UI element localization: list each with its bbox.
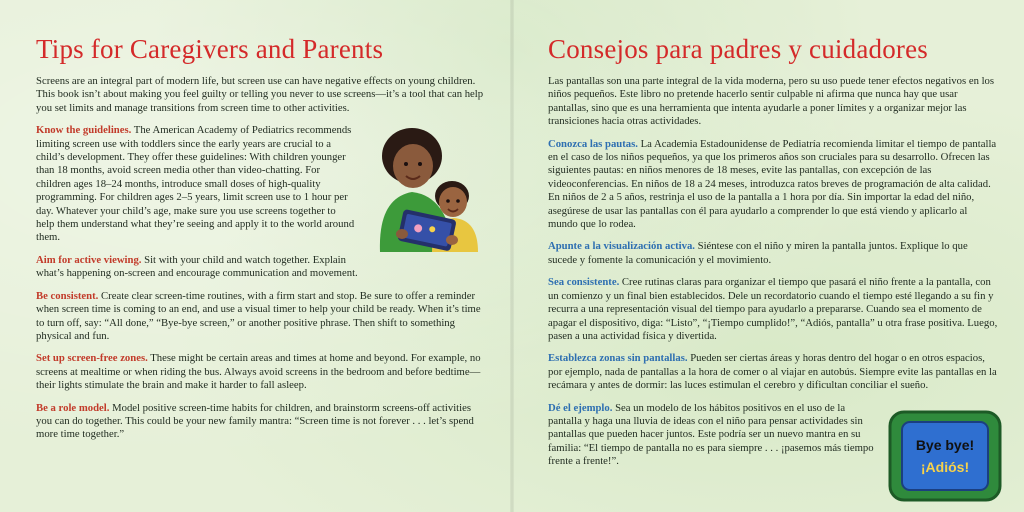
tv-text-adios: ¡Adiós! <box>920 458 970 475</box>
tip-know-guidelines-wrap <box>36 124 484 245</box>
tip-text: Pueden ser ciertas áreas y horas dentro del hogar o en otros espacios, por ejemplo, nada de pantallas a la hora de comer o al viajar en autobús. Siempre evite las pantallas en la recámara y antes de dormir: las luces estimulan el cerebro y dificultan conciliar el sueño. <box>548 352 997 392</box>
tip-text: Sea un modelo de los hábitos positivos en el uso de la pantalla y haga una lluvia de ideas con el niño para pensar actividades sin pantallas que pueden hacer juntos. Este podría ser un nuevo mantra en su familia: “El tiempo de pantalla no es para siempre . . . ¡pasemos más tiempo frente a frente!”. <box>548 401 874 468</box>
tip-lead: Know the guidelines. <box>36 124 132 137</box>
tip-screen-free-zones <box>36 352 484 392</box>
page-title-english: Tips for Caregivers and Parents <box>36 34 384 64</box>
adult-child-tablet-illustration <box>366 126 484 252</box>
tip-lead: Be a role model. <box>36 401 110 414</box>
tip-lead: Aim for active viewing. <box>36 253 142 266</box>
tip-role-model <box>36 402 484 442</box>
tip-de-ejemplo-wrap <box>548 401 998 475</box>
tip-text: The American Academy of Pediatrics recommends limiting screen use with toddlers since the early years are crucial to a child’s development. They offer these guidelines: With children younger than 18 months, avoid screen media other than video-chatting. For children ages 18–24 months, introduce small doses of high-quality programming. For children ages 2–5 years, limit screen use to 1 hour per day. Whatever your child’s age, make sure you use screens together to help them understand what they’re seeing and apply it to the world around them. <box>36 124 355 244</box>
page-title-spanish: Consejos para padres y cuidadores <box>548 34 928 64</box>
tip-text: These might be certain areas and times at home and beyond. For example, no screens at mealtime or when riding the bus. Always avoid screens in the bedroom and before bedtime—their lights stimulate the brain and make it harder to fall asleep. <box>36 352 481 392</box>
tv-bye-bye-illustration <box>886 408 1004 504</box>
tip-be-consistent <box>36 290 484 344</box>
tip-text: Sit with your child and watch together. Explain what’s happening on-screen and encourage communication and movement. <box>36 253 358 280</box>
tip-lead: Apunte a la visualización activa. <box>548 240 695 253</box>
tip-visualizacion-activa <box>548 240 998 267</box>
tip-lead: Be consistent. <box>36 289 99 302</box>
tip-lead: Sea consistente. <box>548 276 620 289</box>
tv-text-bye-bye: Bye bye! <box>915 436 975 453</box>
tip-lead: Conozca las pautas. <box>548 137 638 150</box>
tip-text: Model positive screen-time habits for children, and brainstorm screens-off activities you can do together. This could be your new family mantra: “Screen time is not forever . . . let’s spend more time together.” <box>36 401 474 441</box>
intro-paragraph: Screens are an integral part of modern life, but screen use can have negative effects on young children. This book isn’t about making you feel guilty or telling you never to use screens—it’s a tool that can help you set limits and manage transitions from screen time to other activities. <box>36 75 484 114</box>
tip-zonas-sin-pantallas <box>548 352 998 392</box>
tip-text: Create clear screen-time routines, with a firm start and stop. Be sure to offer a reminder when screen time is coming to an end, and use a visual timer to help your child be ready. When it’s time to turn off, say: “All done,” “Bye-bye screen,” or another positive phrase. Then shift to something physical and fun. <box>36 289 481 342</box>
tip-active-viewing <box>36 254 484 281</box>
tip-lead: Set up screen-free zones. <box>36 352 148 365</box>
tip-lead: Establezca zonas sin pantallas. <box>548 352 688 365</box>
tip-text: Cree rutinas claras para organizar el tiempo que pasará el niño frente a la pantalla, con un comienzo y un final bien establecidos. Dele un recordatorio cuando el tiempo esté llegando a su fin y recurra a una representación visual del tiempo para ayudarlo a prepararse. Cuando sea el momento de apagar el dispositivo, diga: “Listo”, “¡Tiempo cumplido!”, “Adiós, pantalla” u otra frase positiva. Luego, pasen a una actividad física y divertida. <box>548 276 998 342</box>
right-page-spanish <box>512 0 1024 512</box>
tip-text: Siéntese con el niño y miren la pantalla juntos. Explique lo que sucede y fomente la comunicación y el movimiento. <box>548 240 968 266</box>
tip-sea-consistente <box>548 276 998 343</box>
intro-paragraph-es: Las pantallas son una parte integral de la vida moderna, pero su uso puede tener efectos negativos en los niños pequeños. Este libro no pretende hacerlo sentir culpable ni afirma que nunca hay que usar pantallas, sino que es una herramienta que intenta ayudarle a poner límites y a organizar mejor las transiciones hacia otras actividades. <box>548 75 995 128</box>
tip-text: La Academia Estadounidense de Pediatría recomienda limitar el tiempo de pantalla en el caso de los niños pequeños, ya que los primeros años son cruciales para su desarrollo. Ofrecen las siguientes pautas: en niños menores de 18 meses, evite las pantallas, con excepción de las videoconferencias. En niños de 18 a 24 meses, introduzca ratos breves de programación de alta calidad. En niños de 2 a 5 años, restrinja el uso de la pantalla a 1 hora por día. Sin importar la edad del niño, asegúrese de usar las pantallas con él para ayudarlo a comprender lo que está viendo y aplicarlo al mundo que lo rodea. <box>548 137 997 231</box>
tip-lead: Dé el ejemplo. <box>548 401 613 414</box>
tip-conozca-pautas <box>548 138 998 232</box>
